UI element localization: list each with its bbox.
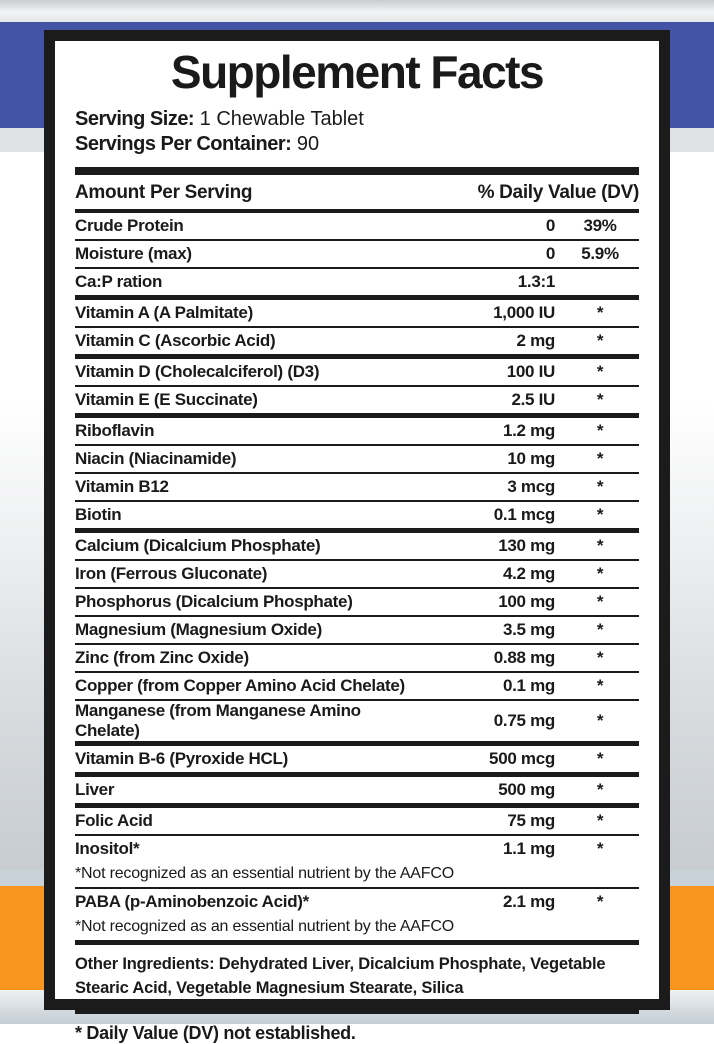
table-row — [75, 701, 639, 746]
nutrient-row — [75, 269, 639, 300]
nutrient-daily-value: * — [596, 421, 604, 440]
nutrient-amount: 0 — [545, 216, 555, 235]
nutrient-name: Crude Protein — [75, 216, 184, 235]
nutrient-row — [75, 533, 639, 561]
nutrient-daily-value: 39% — [583, 216, 617, 235]
table-row — [75, 533, 639, 561]
nutrient-amount: 1.1 mg — [502, 839, 555, 858]
table-row — [75, 889, 639, 945]
nutrient-row — [75, 300, 639, 328]
table-row — [75, 474, 639, 502]
nutrient-name: PABA (p-Aminobenzoic Acid)* — [75, 892, 309, 911]
nutrient-daily-value: * — [596, 892, 604, 911]
nutrient-rows — [75, 213, 639, 945]
table-row — [75, 836, 639, 889]
nutrient-row — [75, 502, 639, 533]
nutrient-daily-value: * — [596, 303, 604, 322]
nutrient-name: Biotin — [75, 505, 122, 524]
nutrient-name: Vitamin D (Cholecalciferol) (D3) — [75, 362, 320, 381]
nutrient-daily-value: * — [596, 477, 604, 496]
nutrient-daily-value: * — [596, 620, 604, 639]
nutrient-amount: 0.75 mg — [493, 711, 555, 730]
nutrient-amount: 1.3:1 — [517, 272, 555, 291]
nutrient-name: Copper (from Copper Amino Acid Chelate) — [75, 676, 405, 695]
aafco-note: *Not recognized as an essential nutrient by the AAFCO — [75, 915, 639, 945]
nutrient-amount: 2 mg — [516, 331, 555, 350]
nutrient-daily-value: * — [596, 592, 604, 611]
table-row — [75, 589, 639, 617]
servings-per-container-line — [75, 132, 639, 157]
nutrient-amount: 75 mg — [507, 811, 555, 830]
supplement-facts-label — [44, 30, 670, 1043]
nutrient-amount: 10 mg — [507, 449, 555, 468]
table-row — [75, 446, 639, 474]
nutrient-name: Folic Acid — [75, 811, 153, 830]
nutrient-amount: 2.1 mg — [502, 892, 555, 911]
nutrient-amount: 4.2 mg — [502, 564, 555, 583]
nutrient-row — [75, 359, 639, 387]
nutrient-name: Riboflavin — [75, 421, 155, 440]
nutrient-row — [75, 673, 639, 701]
nutrient-amount: 3 mcg — [507, 477, 555, 496]
serving-info — [75, 107, 639, 157]
nutrient-amount: 0.88 mg — [493, 648, 555, 667]
nutrient-daily-value: * — [596, 331, 604, 350]
daily-value-footnote: * Daily Value (DV) not established. — [75, 1023, 356, 1043]
serving-size-label: Serving Size: — [75, 108, 195, 130]
nutrient-name: Niacin (Niacinamide) — [75, 449, 237, 468]
nutrient-amount: 500 mcg — [489, 749, 555, 768]
nutrient-daily-value: * — [596, 676, 604, 695]
nutrient-row — [75, 418, 639, 446]
serving-size-line — [75, 107, 639, 132]
nutrient-daily-value: * — [596, 749, 604, 768]
nutrient-row — [75, 746, 639, 777]
servings-per-container-value: 90 — [296, 133, 320, 155]
serving-size-value: 1 Chewable Tablet — [199, 108, 364, 130]
nutrient-daily-value: * — [596, 780, 604, 799]
nutrient-name: Magnesium (Magnesium Oxide) — [75, 620, 322, 639]
nutrient-row — [75, 617, 639, 645]
nutrient-name: Manganese (from Manganese Amino Chelate) — [75, 701, 361, 740]
nutrient-row — [75, 589, 639, 617]
nutrient-row — [75, 645, 639, 673]
nutrient-daily-value: * — [596, 536, 604, 555]
table-row — [75, 387, 639, 418]
nutrient-row — [75, 328, 639, 359]
nutrient-amount: 2.5 IU — [511, 390, 555, 409]
nutrient-name: Calcium (Dicalcium Phosphate) — [75, 536, 321, 555]
nutrient-name: Vitamin B12 — [75, 477, 169, 496]
table-row — [75, 673, 639, 701]
nutrient-amount: 100 IU — [506, 362, 555, 381]
top-gray-band — [0, 0, 714, 22]
column-header-daily-value: % Daily Value (DV) — [477, 182, 639, 203]
table-row — [75, 808, 639, 836]
nutrient-row — [75, 777, 639, 808]
table-header — [75, 175, 639, 213]
nutrient-row — [75, 241, 639, 269]
table-row — [75, 777, 639, 808]
nutrient-name: Phosphorus (Dicalcium Phosphate) — [75, 592, 353, 611]
nutrient-name: Iron (Ferrous Gluconate) — [75, 564, 268, 583]
nutrient-name: Vitamin A (A Palmitate) — [75, 303, 253, 322]
nutrient-row — [75, 808, 639, 836]
nutrient-name: Inositol* — [75, 839, 140, 858]
nutrient-daily-value: * — [596, 839, 604, 858]
nutrient-daily-value: * — [596, 811, 604, 830]
label-title: Supplement Facts — [170, 46, 544, 98]
nutrient-row — [75, 701, 639, 746]
table-row — [75, 300, 639, 328]
table-row — [75, 418, 639, 446]
nutrient-row — [75, 213, 639, 241]
nutrient-amount: 0.1 mcg — [493, 505, 555, 524]
nutrient-daily-value: * — [596, 505, 604, 524]
nutrient-row — [75, 474, 639, 502]
table-row — [75, 561, 639, 589]
nutrient-name: Zinc (from Zinc Oxide) — [75, 648, 249, 667]
nutrient-amount: 500 mg — [498, 780, 555, 799]
nutrient-amount: 0.1 mg — [502, 676, 555, 695]
aafco-note: *Not recognized as an essential nutrient by the AAFCO — [75, 862, 639, 889]
nutrient-daily-value: * — [596, 711, 604, 730]
nutrient-daily-value: * — [596, 449, 604, 468]
nutrient-row — [75, 387, 639, 418]
table-row — [75, 359, 639, 387]
nutrient-name: Vitamin C (Ascorbic Acid) — [75, 331, 276, 350]
table-row — [75, 328, 639, 359]
nutrient-daily-value: * — [596, 564, 604, 583]
nutrient-daily-value: 5.9% — [581, 244, 619, 263]
nutrient-row — [75, 836, 639, 862]
nutrient-name: Vitamin E (E Succinate) — [75, 390, 258, 409]
nutrient-row — [75, 446, 639, 474]
table-row — [75, 213, 639, 241]
nutrient-amount: 1,000 IU — [493, 303, 555, 322]
nutrient-row — [75, 889, 639, 915]
table-row — [75, 617, 639, 645]
nutrient-amount: 3.5 mg — [502, 620, 555, 639]
nutrient-name: Vitamin B-6 (Pyroxide HCL) — [75, 749, 288, 768]
other-ingredients: Other Ingredients: Dehydrated Liver, Dicalcium Phosphate, Vegetable Stearic Acid, Vegetable Magnesium Stearate, Silica — [75, 945, 639, 1014]
table-row — [75, 241, 639, 269]
nutrient-row — [75, 561, 639, 589]
nutrient-amount: 130 mg — [498, 536, 555, 555]
nutrient-daily-value: * — [596, 648, 604, 667]
header-divider-bar — [75, 167, 639, 175]
table-row — [75, 645, 639, 673]
table-row — [75, 269, 639, 300]
nutrient-name: Ca:P ration — [75, 272, 163, 291]
nutrient-name: Moisture (max) — [75, 244, 192, 263]
table-row — [75, 746, 639, 777]
nutrient-amount: 100 mg — [498, 592, 555, 611]
nutrient-daily-value: * — [596, 362, 604, 381]
nutrient-amount: 0 — [545, 244, 555, 263]
nutrient-amount: 1.2 mg — [502, 421, 555, 440]
table-row — [75, 502, 639, 533]
servings-per-container-label: Servings Per Container: — [75, 133, 292, 155]
nutrient-name: Liver — [75, 780, 115, 799]
nutrient-daily-value: * — [596, 390, 604, 409]
column-header-amount: Amount Per Serving — [75, 182, 253, 203]
